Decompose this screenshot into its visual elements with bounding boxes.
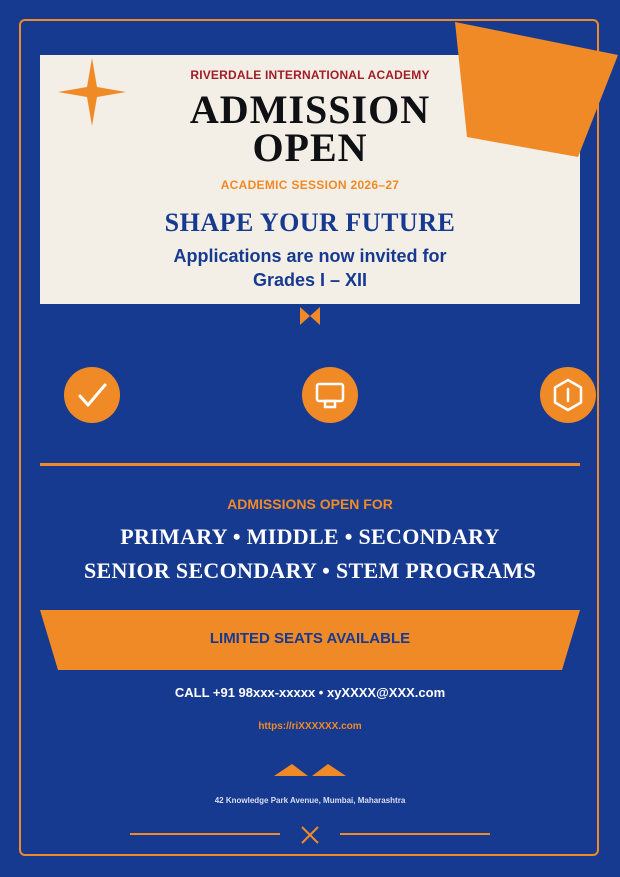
programs-list (40, 520, 580, 588)
website-link[interactable]: https://riXXXXXX.com (258, 721, 362, 732)
monitor-icon (302, 367, 358, 423)
checkmark-icon (64, 367, 120, 423)
tagline: SHAPE YOUR FUTURE (164, 208, 456, 237)
programs-heading: ADMISSIONS OPEN FOR (227, 496, 393, 512)
school-name: RIVERDALE INTERNATIONAL ACADEMY (190, 68, 430, 82)
footer-line-left (130, 833, 280, 835)
feature-monitor-badge (302, 367, 358, 423)
feature-hexagon-badge (540, 367, 596, 423)
cross-ornament-icon (299, 824, 321, 846)
contact-line: CALL +91 98xxx-xxxxx • xyXXXX@XXX.com (174, 685, 446, 700)
headline (40, 87, 580, 170)
wings-ornament (274, 763, 346, 777)
section-divider (40, 463, 580, 466)
programs-line-2: SENIOR SECONDARY • STEM PROGRAMS (83, 558, 537, 583)
programs-line-1: PRIMARY • MIDDLE • SECONDARY (120, 524, 500, 549)
invitation-line-2: Grades I – XII (252, 270, 368, 290)
bowtie-ornament (299, 306, 321, 326)
address-text: 42 Knowledge Park Avenue, Mumbai, Maharashtra (214, 796, 406, 805)
headline-line-2: OPEN (252, 125, 368, 170)
limited-seats-text: LIMITED SEATS AVAILABLE (209, 630, 411, 647)
hexagon-info-icon (540, 367, 596, 423)
academic-session: ACADEMIC SESSION 2026–27 (220, 178, 400, 192)
feature-check-badge (64, 367, 120, 423)
invitation-text (40, 244, 580, 292)
headline-line-1: ADMISSION (189, 87, 431, 132)
invitation-line-1: Applications are now invited for (173, 246, 447, 266)
footer-line-right (340, 833, 490, 835)
